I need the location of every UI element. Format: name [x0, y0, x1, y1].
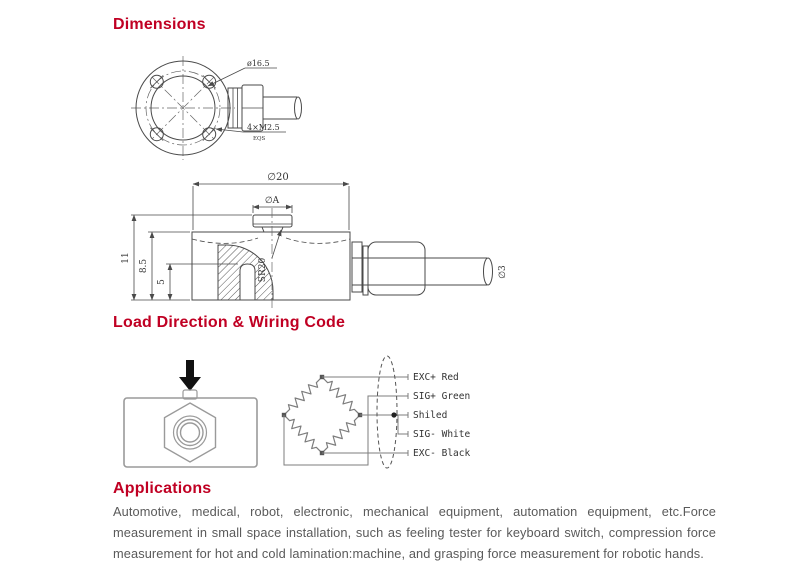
load-cap	[253, 215, 292, 232]
side-view-cable-gland	[352, 242, 493, 295]
sphere-radius-label: SR20	[258, 257, 268, 283]
body-height-label: 8.5	[139, 258, 149, 274]
applications-heading: Applications	[113, 480, 212, 497]
wire-label-exc-minus: EXC- Black	[413, 448, 471, 459]
applications-paragraph: Automotive, medical, robot, electronic, mechanical equipment, automation equipment, etc.Force measurement in small space installation, such as feeling tester for keyboard switch, compression force measurement for hot and cold lamination:machine, and grasping force measurement for robotic hands.	[113, 504, 716, 561]
load-direction-drawing	[115, 355, 265, 475]
seam-right	[286, 238, 350, 243]
hex-nut	[165, 403, 216, 462]
slot-height-label: 5	[157, 279, 167, 285]
seam-left	[192, 238, 258, 243]
load-arrow-icon	[179, 360, 201, 391]
cable-shield-ellipse	[377, 356, 397, 468]
wheatstone-bridge	[281, 374, 363, 456]
bridge-wires	[284, 374, 408, 465]
wire-label-exc-plus: EXC+ Red	[413, 372, 459, 383]
hole-circle-label: ø16.5	[247, 59, 270, 68]
shield-connection-dot	[391, 412, 396, 417]
sensor-top-view-drawing	[123, 52, 318, 164]
outer-diameter-label: ∅20	[267, 172, 289, 183]
center-bore	[174, 416, 207, 449]
wiring-diagram	[270, 350, 485, 480]
cap-diameter-label: ∅A	[264, 196, 280, 206]
thread-note: EQS	[253, 136, 266, 142]
sensor-side-view-drawing	[115, 158, 515, 320]
wire-label-shield: Shiled	[413, 410, 448, 421]
sensor-block-outline	[124, 398, 257, 467]
inner-slot	[240, 264, 255, 300]
dimensions-heading: Dimensions	[113, 16, 206, 33]
wire-label-sig-minus: SIG- White	[413, 429, 471, 440]
cable-diameter-label: ∅3	[498, 265, 508, 279]
thread-label: 4×M2.5	[247, 123, 280, 132]
total-height-label: 11	[121, 252, 131, 264]
load-wiring-heading: Load Direction & Wiring Code	[113, 314, 346, 331]
wire-label-sig-plus: SIG+ Green	[413, 391, 471, 402]
